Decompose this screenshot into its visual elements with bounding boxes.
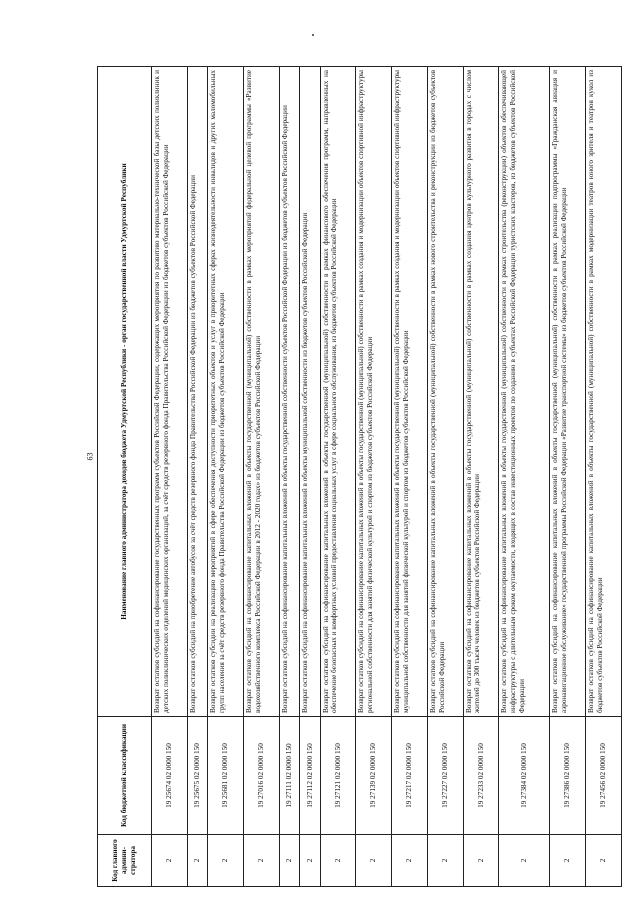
rotated-table-container [97, 67, 622, 887]
page-number: 63 [85, 452, 95, 461]
name-cell: Возврат остатков субсидий на софинансирование капитальных вложений в объекты государственной (муниципальной) собственности в рамках создания центров культурного развития в городах с числом жителей до 300 тысяч человек из бюджетов субъектов Российской Федерации [463, 67, 499, 717]
budget-code-cell: 19 27384 02 0000 150 [499, 717, 550, 835]
table-row [243, 67, 279, 887]
name-cell: Возврат остатков субсидий на софинансирование капитальных вложений в объекты государственной (муниципальной) собственности в рамках реализации подпрограммы «Гражданская авиация и аэронавигационное обслуживание» государственной программы Российской Федерации «Развитие транспортной системы» из бюджетов субъектов Российской Федерации [550, 67, 586, 717]
budget-code-cell: 19 27233 02 0000 150 [463, 717, 499, 835]
table-row [499, 67, 550, 887]
name-cell: Возврат остатков субсидий на софинансирование государственных программ субъектов Российской Федерации, содержащих мероприятия по развитию материально-технической базы детских поликлиник и детских поликлинических отделений медицинских организаций, за счёт средств резервного фонда Правительства Российской Федерации из бюджетов субъектов Российской Федерации [152, 67, 188, 717]
table-row [208, 67, 244, 887]
admin-code-cell: 2 [208, 835, 244, 887]
admin-code-cell: 2 [356, 835, 392, 887]
name-cell: Возврат остатков субсидий на софинансирование капитальных вложений в объекты муниципальной собственности из бюджетов субъектов Российской Федерации [300, 67, 320, 717]
admin-code-cell: 2 [320, 835, 356, 887]
table-row [356, 67, 392, 887]
speck [312, 34, 314, 36]
name-cell: Возврат остатков субсидий на софинансирование капитальных вложений в объекты государственной (муниципальной) собственности в рамках создания и модернизации объектов спортивной инфраструктуры региональной собственности для занятий физической культурой и спортом из бюджетов субъектов Российской Федерации [356, 67, 392, 717]
budget-code-cell: 19 27386 02 0000 150 [550, 717, 586, 835]
admin-code-cell: 2 [550, 835, 586, 887]
table-row [300, 67, 320, 887]
budget-code-cell: 19 27111 02 0000 150 [279, 717, 299, 835]
budget-code-cell: 19 27139 02 0000 150 [356, 717, 392, 835]
table-row [586, 67, 622, 887]
table-row [427, 67, 463, 887]
admin-code-cell: 2 [392, 835, 428, 887]
admin-code-cell: 2 [243, 835, 279, 887]
budget-code-cell: 19 27112 02 0000 150 [300, 717, 320, 835]
admin-code-cell: 2 [463, 835, 499, 887]
table-row [550, 67, 586, 887]
header-admin-code: Код главного админи-стратора [98, 835, 152, 887]
table-row [463, 67, 499, 887]
name-cell: Возврат остатков субсидий на софинансирование капитальных вложений в объекты государственной (муниципальной) собственности в рамках финансового обеспечения программ, направленных на обеспечение безопасных и комфортных условий предоставления социальных услуг в сфере социального обслуживания, из бюджетов субъектов Российской Федерации [320, 67, 356, 717]
header-name: Наименование главного администратора доходов бюджета Удмуртской Республики - орган государственной власти Удмуртской Республики [98, 67, 152, 717]
name-cell: Возврат остатков субсидий на софинансирование капитальных вложений в объекты государственной (муниципальной) собственности в рамках строительства (реконструкции) объектов обеспечивающей инфраструктуры с длительным сроком окупаемости, входящих в состав инвестиционных проектов по созданию в субъектах Российской Федерации туристских кластеров, из бюджетов субъектов Российской Федерации [499, 67, 550, 717]
admin-code-cell: 2 [427, 835, 463, 887]
table-row [187, 67, 207, 887]
table-row [320, 67, 356, 887]
name-cell: Возврат остатков субсидий на софинансирование капитальных вложений в объекты государственной (муниципальной) собственности в рамках модернизации театров юного зрителя и театров кукол из бюджетов субъектов Российской Федерации [586, 67, 622, 717]
header-budget-code: Код бюджетной классификации [98, 717, 152, 835]
name-cell: Возврат остатков субсидий на софинансирование капитальных вложений в объекты государственной (муниципальной) собственности в рамках создания и модернизации объектов спортивной инфраструктуры муниципальной собственности для занятий физической культурой и спортом из бюджетов субъектов Российской Федерации [392, 67, 428, 717]
budget-code-cell: 19 27456 02 0000 150 [586, 717, 622, 835]
name-cell: Возврат остатков субсидий на софинансирование капитальных вложений в объекты государственной собственности субъектов Российской Федерации из бюджетов субъектов Российской Федерации [279, 67, 299, 717]
admin-code-cell: 2 [586, 835, 622, 887]
budget-code-cell: 19 27121 02 0000 150 [320, 717, 356, 835]
admin-code-cell: 2 [279, 835, 299, 887]
name-cell: Возврат остатков субсидии на реализацию мероприятий в сфере обеспечения доступности приоритетных объектов и услуг в приоритетных сферах жизнедеятельности инвалидов и других маломобильных групп населения за счёт средств резервного фонда Правительства Российской Федерации из бюджетов субъектов Российской Федерации [208, 67, 244, 717]
revenue-table [97, 66, 622, 887]
admin-code-cell: 2 [152, 835, 188, 887]
budget-code-cell: 19 27217 02 0000 150 [392, 717, 428, 835]
name-cell: Возврат остатков субсидий на софинансирование капитальных вложений в объекты государственной (муниципальной) собственности в рамках нового строительства и реконструкции из бюджетов субъектов Российской Федерации [427, 67, 463, 717]
budget-code-cell: 19 27227 02 0000 150 [427, 717, 463, 835]
budget-code-cell: 19 25674 02 0000 150 [152, 717, 188, 835]
admin-code-cell: 2 [187, 835, 207, 887]
table-row [392, 67, 428, 887]
table-row [279, 67, 299, 887]
admin-code-cell: 2 [300, 835, 320, 887]
name-cell: Возврат остатков субсидий на софинансирование капитальных вложений в объекты государственной (муниципальной) собственности в рамках мероприятий федеральной целевой программы «Развитие водохозяйственного комплекса Российской Федерации в 2012 - 2020 годах» из бюджетов субъектов Российской Федерации [243, 67, 279, 717]
name-cell: Возврат остатков субсидий на приобретение автобусов за счёт средств резервного фонда Правительства Российской Федерации из бюджетов субъектов Российской Федерации [187, 67, 207, 717]
table-row [152, 67, 188, 887]
admin-code-cell: 2 [499, 835, 550, 887]
budget-code-cell: 19 25675 02 0000 150 [187, 717, 207, 835]
budget-code-cell: 19 25681 02 0000 150 [208, 717, 244, 835]
budget-code-cell: 19 27016 02 0000 150 [243, 717, 279, 835]
